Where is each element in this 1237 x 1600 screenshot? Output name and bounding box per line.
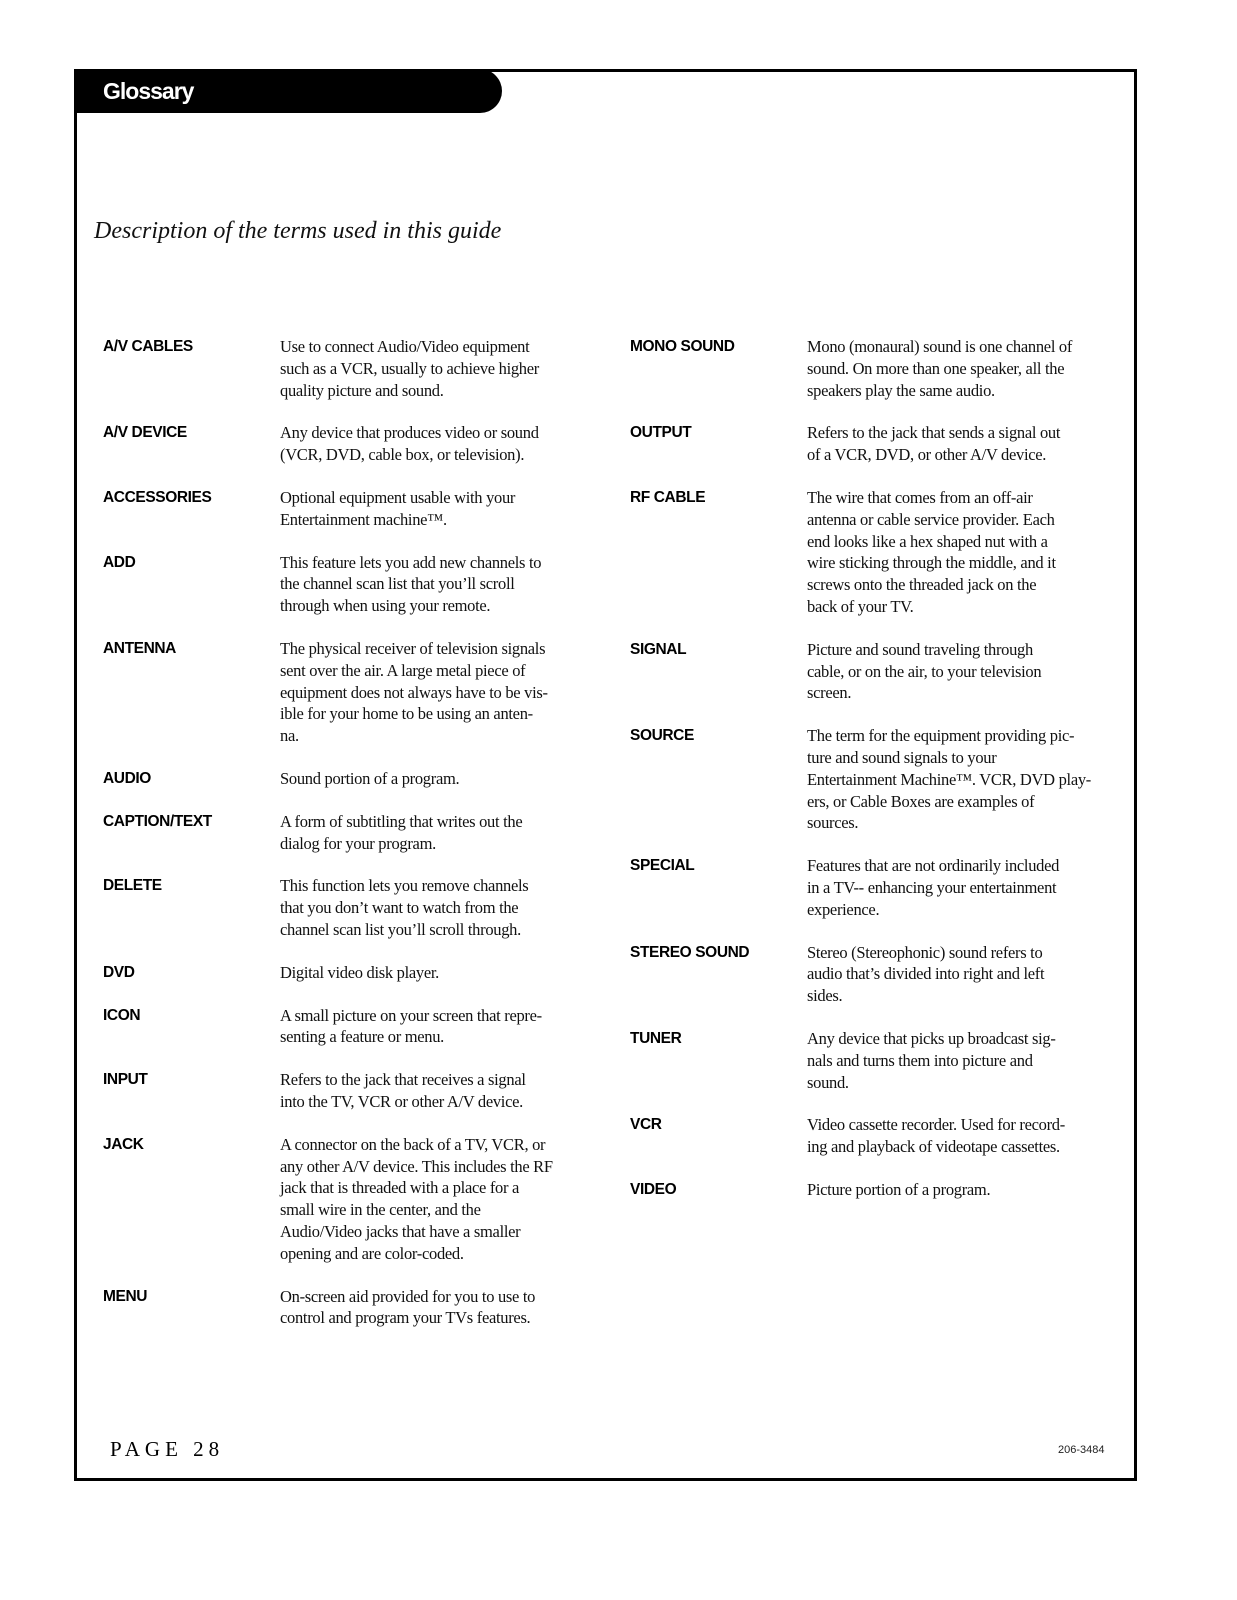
glossary-definition: A connector on the back of a TV, VCR, or any other A/V device. This includes the RF jack that is threaded with a place for a small wire in the center, and the Audio/Video jacks that have a smaller opening and are color-coded. — [280, 1134, 553, 1263]
glossary-term: CAPTION/TEXT — [103, 812, 212, 830]
document-code: 206-3484 — [1058, 1444, 1105, 1456]
glossary-definition: The physical receiver of television signals sent over the air. A large metal piece of equipment does not always have to be vis- ible for your home to be using an anten- na. — [280, 638, 548, 746]
glossary-entry — [630, 422, 1110, 466]
glossary-definition: Sound portion of a program. — [280, 768, 460, 788]
glossary-term: MENU — [103, 1287, 148, 1305]
glossary-entry — [103, 811, 593, 855]
glossary-term: RF CABLE — [630, 488, 706, 506]
glossary-term: ACCESSORIES — [103, 488, 212, 506]
glossary-entry — [630, 1179, 1110, 1201]
glossary-definition: Optional equipment usable with your Entertainment machine™. — [280, 487, 516, 529]
glossary-entry — [103, 1286, 593, 1330]
glossary-term: DELETE — [103, 877, 162, 895]
glossary-definition: Refers to the jack that receives a signal into the TV, VCR or other A/V device. — [280, 1070, 526, 1111]
glossary-definition: Picture and sound traveling through cable, or on the air, to your television screen. — [807, 639, 1042, 703]
glossary-entry — [630, 336, 1110, 401]
glossary-column-right — [630, 336, 1110, 1222]
glossary-entry — [630, 725, 1110, 834]
glossary-entry — [103, 1134, 593, 1265]
glossary-entry — [103, 336, 593, 401]
glossary-term: INPUT — [103, 1071, 148, 1089]
glossary-column-left — [103, 336, 593, 1350]
glossary-entry — [630, 855, 1110, 920]
page-subtitle: Description of the terms used in this guide — [94, 218, 502, 244]
glossary-definition: The term for the equipment providing pic- ture and sound signals to your Entertainment Machine™. VCR, DVD play- ers, or Cable Boxes are examples of sources. — [807, 726, 1091, 833]
glossary-entry — [103, 962, 593, 984]
glossary-entry — [630, 1114, 1110, 1158]
glossary-entry — [103, 875, 593, 940]
glossary-definition: Features that are not ordinarily included in a TV-- enhancing your entertainment experience. — [807, 856, 1060, 919]
glossary-entry — [630, 1028, 1110, 1093]
page-number: PAGE 28 — [110, 1437, 225, 1461]
glossary-term: JACK — [103, 1135, 144, 1153]
glossary-entry — [103, 638, 593, 747]
glossary-entry — [103, 1005, 593, 1049]
glossary-term: A/V DEVICE — [103, 424, 187, 442]
glossary-definition: Mono (monaural) sound is one channel of sound. On more than one speaker, all the speakers play the same audio. — [807, 337, 1073, 400]
glossary-term: SIGNAL — [630, 640, 687, 658]
glossary-definition: Digital video disk player. — [280, 962, 440, 982]
glossary-entry — [103, 768, 593, 790]
glossary-definition: The wire that comes from an off-air antenna or cable service provider. Each end looks like a hex shaped nut with a wire sticking through the middle, and it screws onto the threaded jack on the back of your TV. — [807, 487, 1056, 616]
glossary-term: MONO SOUND — [630, 338, 735, 355]
glossary-term: TUNER — [630, 1029, 682, 1047]
glossary-definition: On-screen aid provided for you to use to control and program your TVs features. — [280, 1286, 536, 1328]
glossary-entry — [103, 552, 593, 617]
glossary-definition: Refers to the jack that sends a signal out of a VCR, DVD, or other A/V device. — [807, 423, 1061, 465]
glossary-definition: Stereo (Stereophonic) sound refers to audio that’s divided into right and left sides. — [807, 942, 1045, 1006]
glossary-term: ICON — [103, 1006, 141, 1024]
glossary-term: VIDEO — [630, 1180, 677, 1198]
glossary-term: VCR — [630, 1116, 662, 1134]
glossary-term: A/V CABLES — [103, 338, 193, 355]
glossary-definition: Video cassette recorder. Used for record- ing and playback of videotape cassettes. — [807, 1115, 1065, 1157]
glossary-entry — [630, 942, 1110, 1007]
glossary-term: AUDIO — [103, 769, 151, 787]
glossary-entry — [103, 1069, 593, 1113]
glossary-definition: A small picture on your screen that repre- senting a feature or menu. — [280, 1005, 542, 1047]
glossary-entry — [630, 639, 1110, 704]
glossary-definition: A form of subtitling that writes out the dialog for your program. — [280, 811, 523, 853]
glossary-term: STEREO SOUND — [630, 943, 750, 961]
glossary-definition: Picture portion of a program. — [807, 1179, 991, 1199]
glossary-entry — [103, 487, 593, 531]
glossary-entry — [103, 422, 593, 466]
glossary-term: SPECIAL — [630, 857, 695, 875]
glossary-term: OUTPUT — [630, 424, 692, 442]
glossary-definition: Any device that picks up broadcast sig- nals and turns them into picture and sound. — [807, 1028, 1056, 1092]
glossary-term: ADD — [103, 553, 136, 571]
glossary-definition: Use to connect Audio/Video equipment such as a VCR, usually to achieve higher quality picture and sound. — [280, 337, 539, 400]
glossary-entry — [630, 487, 1110, 618]
glossary-definition: This feature lets you add new channels to the channel scan list that you’ll scroll through when using your remote. — [280, 552, 542, 616]
glossary-term: SOURCE — [630, 727, 694, 745]
glossary-definition: Any device that produces video or sound (VCR, DVD, cable box, or television). — [280, 423, 539, 465]
glossary-definition: This function lets you remove channels that you don’t want to watch from the channel scan list you’ll scroll through. — [280, 876, 529, 939]
glossary-term: DVD — [103, 963, 135, 981]
page-title: Glossary — [103, 78, 194, 104]
glossary-term: ANTENNA — [103, 639, 176, 657]
